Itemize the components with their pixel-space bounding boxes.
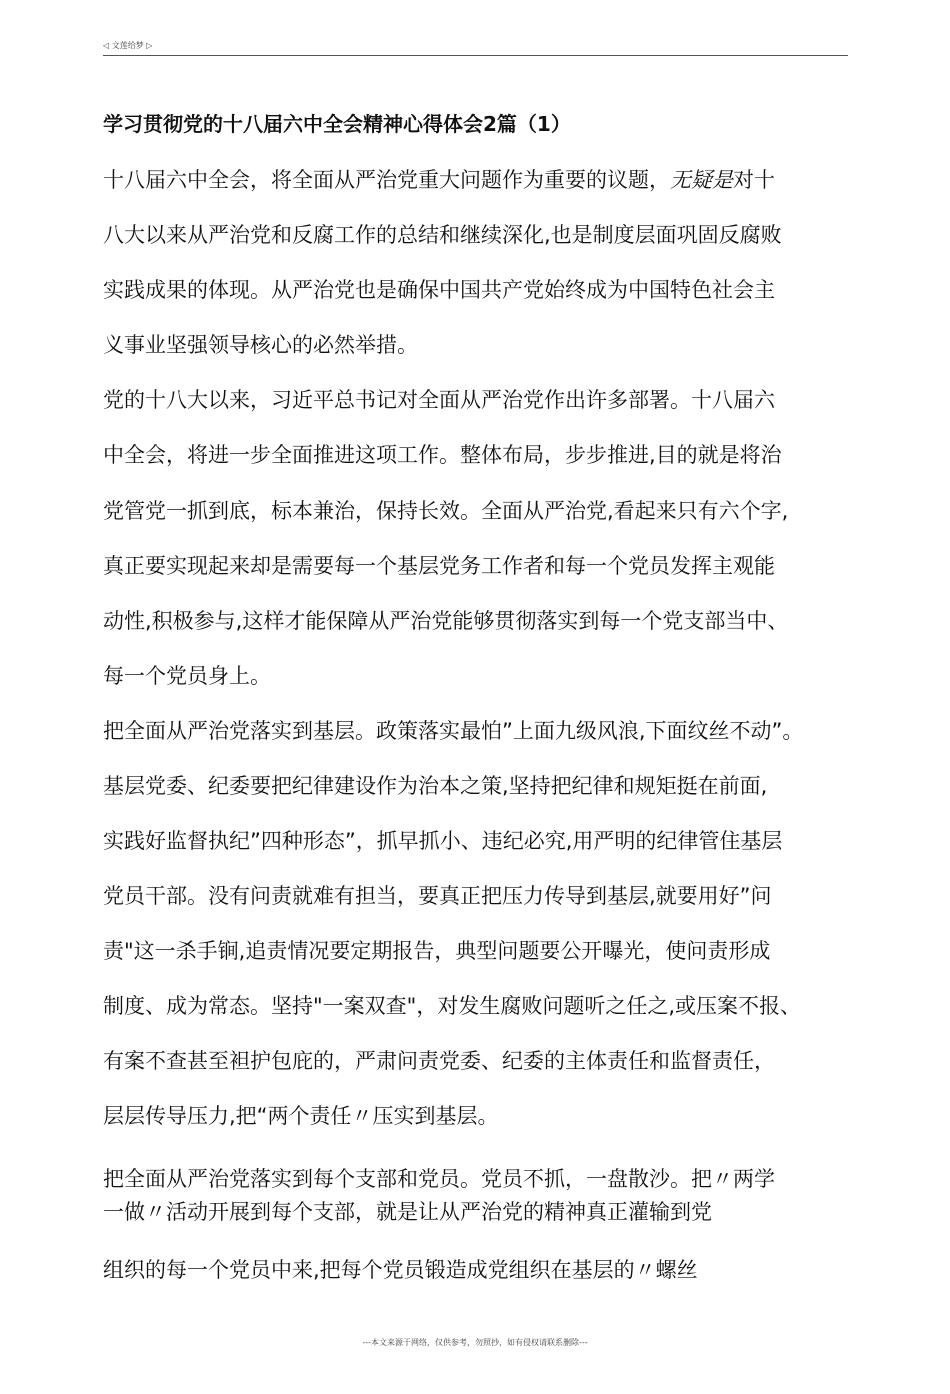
header-logo-text: ◁ 文莲给梦 ▷ (103, 41, 153, 50)
paragraph-3-line-5: 责"这一杀手锏,追责情况要定期报告，典型问题要公开曝光，使问责形成 (103, 939, 771, 963)
paragraph-2-line-1: 党的十八大以来，习近平总书记对全面从严治党作出许多部署。十八届六 (103, 388, 775, 412)
paragraph-4-line-1: 把全面从严治党落实到每个支部和党员。党员不抓，一盘散沙。把〃两学 (103, 1167, 775, 1191)
p1-l1-italic: 无疑是 (670, 168, 733, 192)
paragraph-3-line-3: 实践好监督执纪”四种形态”，抓早抓小、违纪必究,用严明的纪律管住基层 (103, 829, 783, 853)
p1-l1-post: 对十 (733, 168, 775, 192)
paragraph-1-line-3: 实践成果的体现。从严治党也是确保中国共产党始终成为中国特色社会主 (103, 278, 775, 302)
paragraph-3-line-8: 层层传导压力,把“两个责任〃压实到基层。 (103, 1104, 499, 1128)
paragraph-2-line-4: 真正要实现起来却是需要每一个基层党务工作者和每一个党员发挥主观能 (103, 554, 775, 578)
paragraph-3-line-1: 把全面从严治党落实到基层。政策落实最怕”上面九级风浪,下面纹丝不动”。 (103, 719, 804, 743)
paragraph-3-line-7: 有案不查甚至袒护包庇的，严肃问责党委、纪委的主体责任和监督责任， (103, 1049, 775, 1073)
page-footer: ---本文来源于网络，仅供参考，勿照抄，如有侵权请联系删除--- (362, 1338, 588, 1347)
paragraph-3-line-2: 基层党委、纪委要把纪律建设作为治本之策,坚持把纪律和规矩挺在前面, (103, 774, 768, 798)
paragraph-1-line-2: 八大以来从严治党和反腐工作的总结和继续深化,也是制度层面巩固反腐败 (103, 223, 782, 247)
paragraph-3-line-6: 制度、成为常态。坚持"一案双查"，对发生腐败问题听之任之,或压案不报、 (103, 994, 801, 1018)
paragraph-4-line-2: 一做〃活动开展到每个支部，就是让从严治党的精神真正灌输到党 (103, 1200, 712, 1224)
paragraph-2-line-3: 党管党一抓到底，标本兼治，保持长效。全面从严治党,看起来只有六个字, (103, 499, 789, 523)
header-divider (103, 55, 848, 56)
paragraph-2-line-6: 每一个党员身上。 (103, 664, 271, 688)
paragraph-1-line-4: 义事业坚强领导核心的必然举措。 (103, 333, 418, 357)
paragraph-2-line-2: 中全会，将进一步全面推进这项工作。整体布局，步步推进,目的就是将治 (103, 443, 782, 467)
p1-l1-pre: 十八届六中全会，将全面从严治党重大问题作为重要的议题， (103, 168, 670, 192)
paragraph-4-line-3: 组织的每一个党员中来,把每个党员锻造成党组织在基层的〃螺丝 (103, 1258, 698, 1282)
document-title: 学习贯彻党的十八届六中全会精神心得体会2篇（1） (103, 112, 571, 136)
paragraph-1-line-1 (103, 165, 863, 195)
page-header (103, 38, 848, 54)
paragraph-3-line-4: 党员干部。没有问责就难有担当，要真正把压力传导到基层,就要用好”问 (103, 884, 772, 908)
paragraph-2-line-5: 动性,积极参与,这样才能保障从严治党能够贯彻落实到每一个党支部当中、 (103, 609, 789, 633)
